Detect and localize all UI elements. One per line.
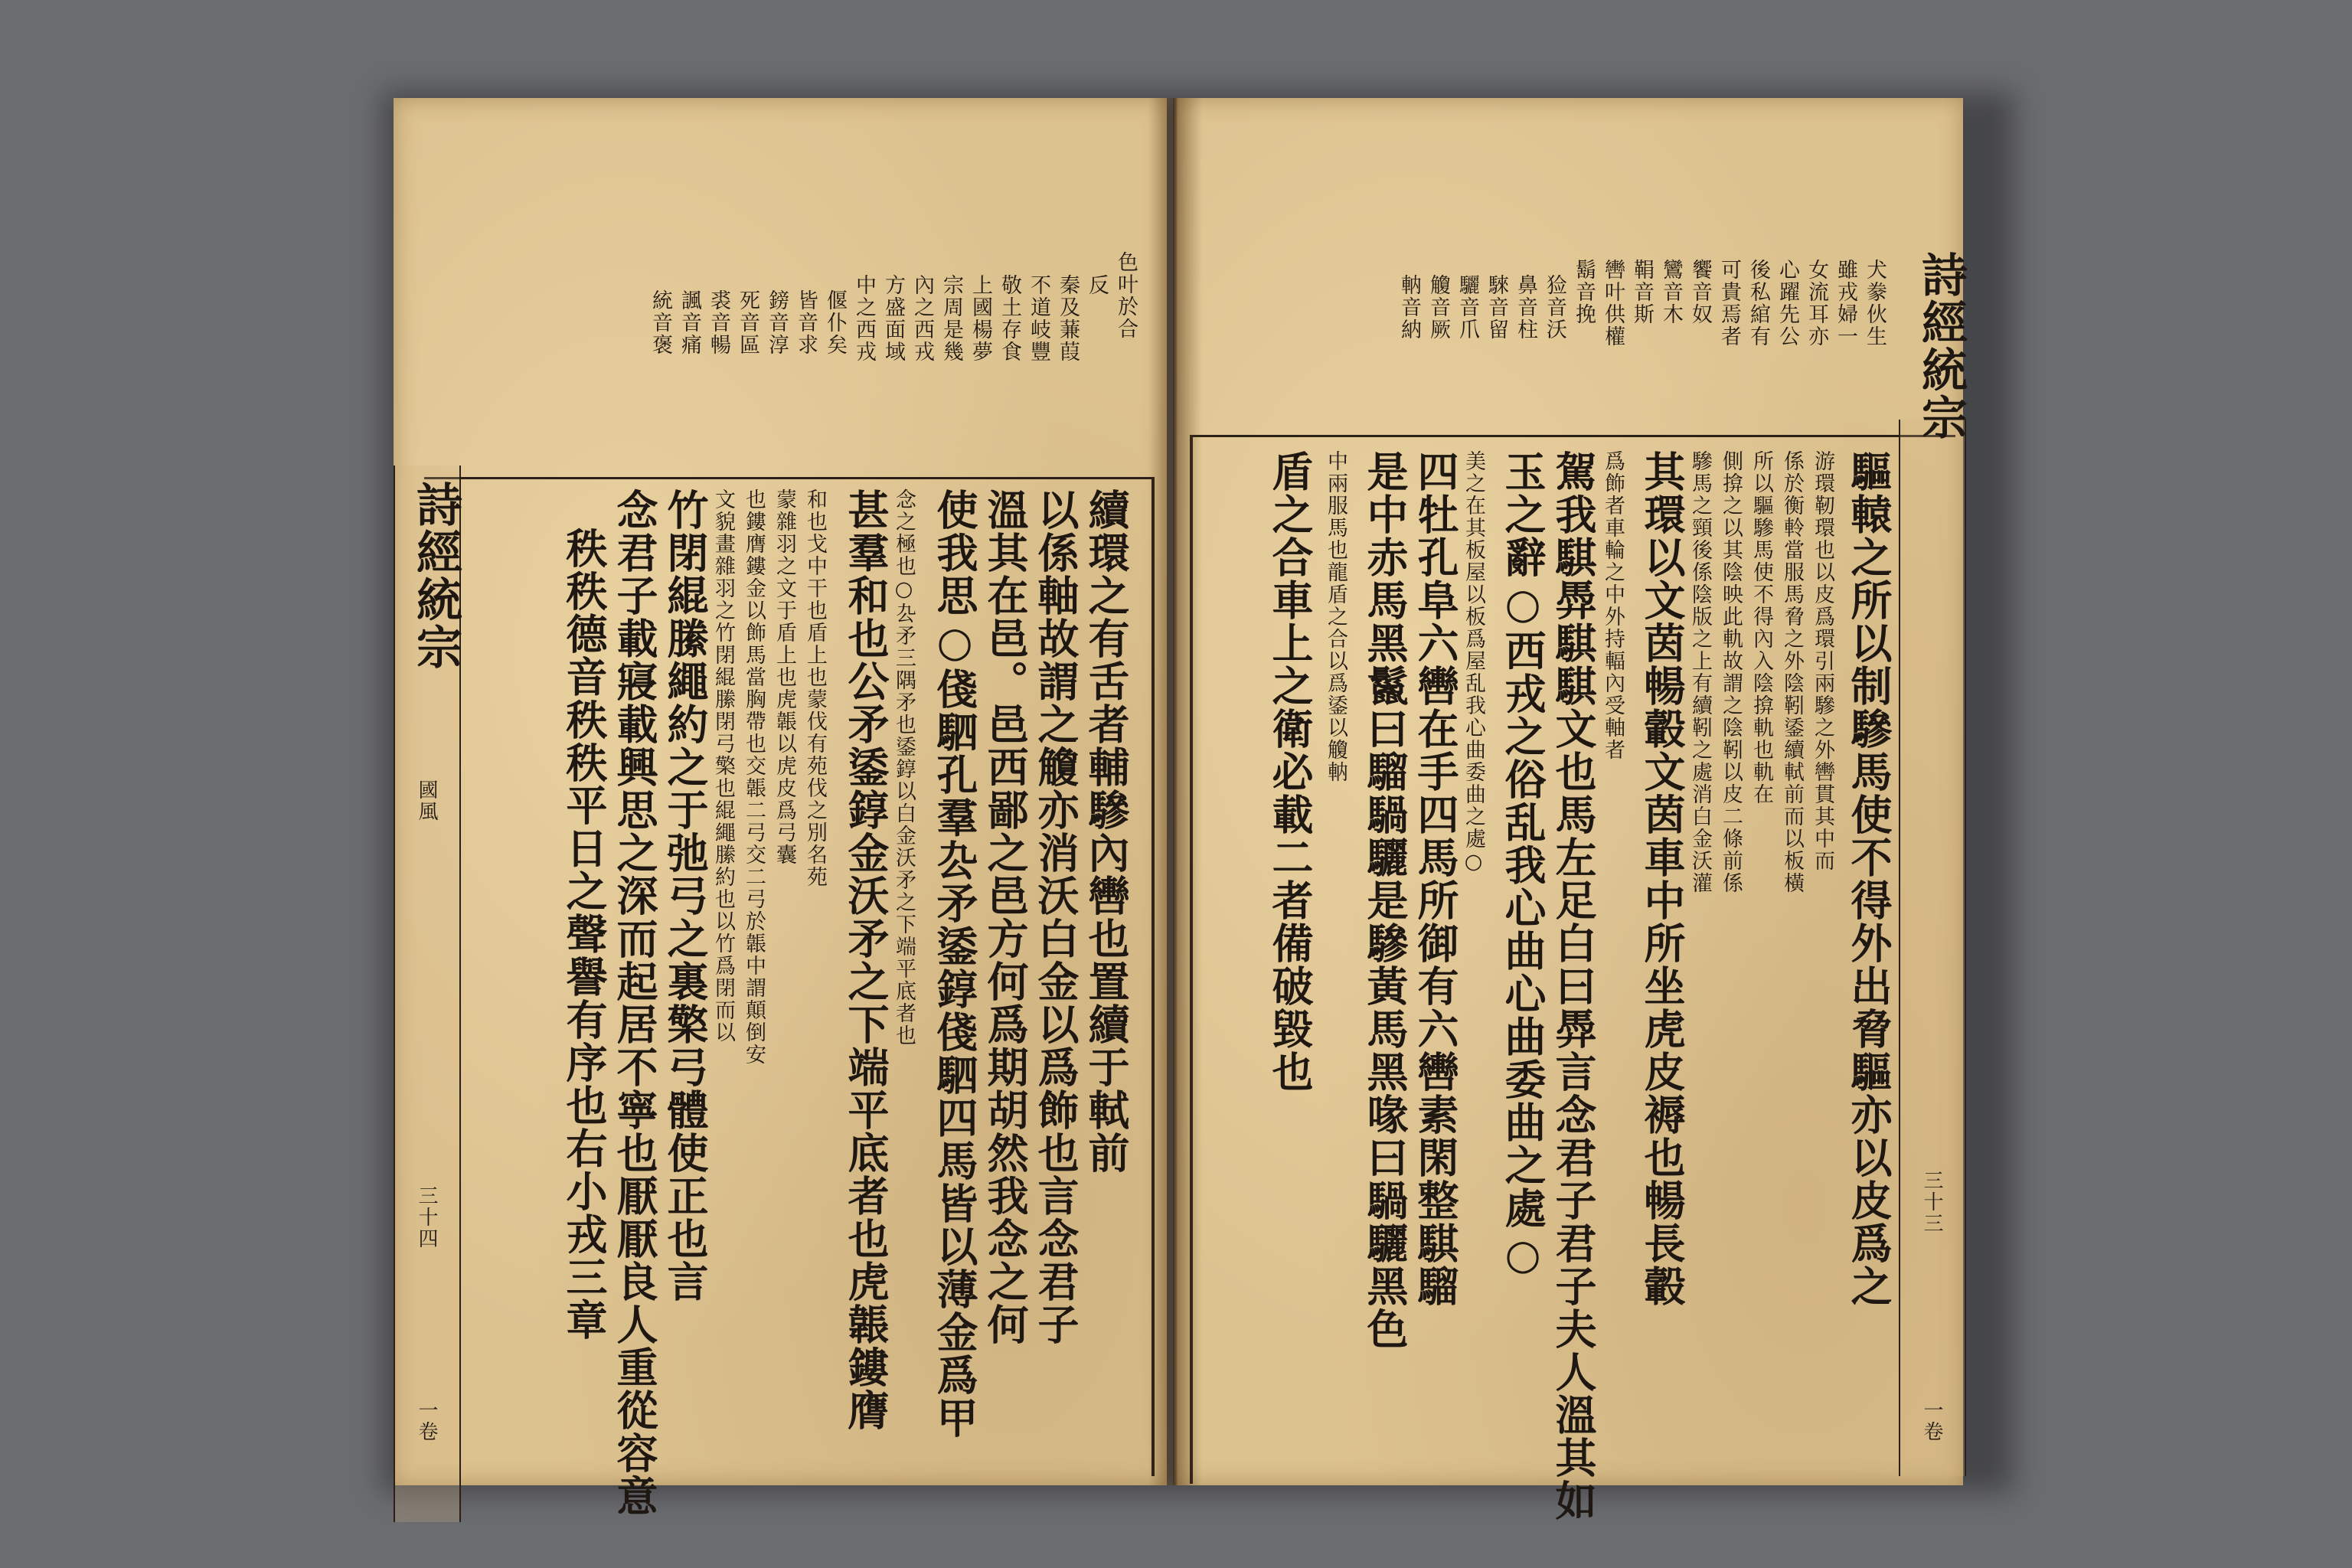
text-column: 溫其在邑。邑西鄙之邑方何爲期胡然我念之何 bbox=[981, 488, 1030, 1346]
note: 騋音留 bbox=[1485, 274, 1508, 341]
note: 不道岐豐 bbox=[1027, 274, 1050, 363]
note: 色叶於合 bbox=[1114, 251, 1138, 340]
note: 偃仆矣 bbox=[823, 289, 847, 356]
note: 內之西戎 bbox=[910, 274, 934, 363]
text-column: 以係軸故謂之觼亦消沃白金以爲飾也言念君子 bbox=[1031, 488, 1080, 1346]
book-title: 詩經統宗 bbox=[409, 481, 462, 671]
note: 鸞音木 bbox=[1659, 259, 1683, 325]
note: 方盛面域 bbox=[881, 274, 905, 363]
text-column: 游環靭環也以皮爲環引兩驂之外轡貫其中而 bbox=[1811, 450, 1834, 872]
note: 反 bbox=[1085, 274, 1109, 296]
note: 秦及蒹葭 bbox=[1056, 274, 1080, 363]
volume-label: 一卷 bbox=[415, 1400, 438, 1442]
left-page bbox=[394, 98, 1167, 1517]
text-column: 其環以文茵暢轂文茵車中所坐虎皮褥也暢長轂 bbox=[1638, 450, 1687, 1308]
text-column: 係於衡軨當服馬脅之外陰靷鋈續軾前而以板橫 bbox=[1780, 450, 1804, 894]
text-column: 續環之有舌者輔驂內轡也置續于軾前 bbox=[1082, 488, 1131, 1174]
text-column: 甚羣和也公矛鋈錞金沃矛之下端平底者也虎韔鏤膺 bbox=[841, 488, 890, 1432]
right-frame-line bbox=[1190, 435, 1955, 437]
note: 可貴焉者 bbox=[1717, 259, 1741, 348]
text-column: 驂馬之頸後係陰版之上有續靷之處消白金沃灌 bbox=[1688, 450, 1712, 894]
text-column: 秩秩德音秩秩平日之聲譽有序也右小戎三章 bbox=[560, 527, 609, 1341]
right-center-column bbox=[1899, 420, 1966, 1476]
text-column: 美之在其板屋以板爲屋乱我心曲委曲之處○ bbox=[1462, 450, 1485, 875]
note: 上國楊夢 bbox=[969, 274, 992, 363]
note: 宗周是幾 bbox=[939, 274, 963, 363]
text-column: 駕我騏馵騏騏文也馬左足白曰馵言念君子君子夫人溫其如 bbox=[1549, 450, 1598, 1522]
note: 後私綰有 bbox=[1746, 259, 1770, 348]
text-column: 念君子載寢載興思之深而起居不寧也厭厭良人重從容意 bbox=[610, 488, 659, 1517]
note: 猃音沃 bbox=[1543, 274, 1566, 341]
note: 鬍音挽 bbox=[1572, 259, 1596, 325]
note: 中之西戎 bbox=[852, 274, 876, 363]
note: 驪音爪 bbox=[1455, 274, 1479, 341]
text-column: 盾之合車上之衛必載二者備破毀也 bbox=[1266, 450, 1315, 1093]
text-column: 四牡孔阜六轡在手四馬所御有六轡素閑整騏騮 bbox=[1411, 450, 1460, 1308]
text-column: 和也戈中干也盾上也蒙伐有苑伐之別名苑 bbox=[803, 488, 827, 888]
note: 雖戎婦一 bbox=[1834, 259, 1857, 348]
note: 心躍先公 bbox=[1775, 259, 1799, 348]
note: 諷音痛 bbox=[678, 289, 701, 356]
text-column: 是中赤馬黑鬣曰騮騧驪是驂黃馬黑喙曰騧驪黑色 bbox=[1361, 450, 1410, 1351]
volume-label: 一卷 bbox=[1920, 1400, 1943, 1442]
note: 鞙音斯 bbox=[1630, 259, 1654, 325]
note: 鼻音柱 bbox=[1514, 274, 1537, 341]
section-label: 國風 bbox=[415, 779, 438, 822]
text-column: 也鏤膺鏤金以飾馬當胸帶也交韔二弓交二弓於韔中謂顛倒安 bbox=[742, 488, 766, 1066]
note: 犬豢伙生 bbox=[1863, 259, 1886, 348]
right-page bbox=[1174, 98, 1968, 1522]
page-number: 三十三 bbox=[1920, 1170, 1943, 1234]
page-number: 三十四 bbox=[415, 1185, 438, 1250]
text-column: 念之極也○厹矛三隅矛也鋈錞以白金沃矛之下端平底者也 bbox=[892, 488, 916, 1047]
text-column: 驅轅之所以制驂馬使不得外出脅驅亦以皮爲之 bbox=[1844, 450, 1893, 1308]
note: 統音褒 bbox=[648, 289, 672, 356]
note: 女流耳亦 bbox=[1805, 259, 1828, 348]
note: 敬土存食 bbox=[998, 274, 1021, 363]
text-column: 爲飾者車輪之中外持輻內受軸者 bbox=[1601, 450, 1625, 761]
text-column: 使我思○俴駟孔羣厹矛鋈錞俴駟四馬皆以薄金爲甲 bbox=[930, 488, 979, 1439]
note: 裘音暢 bbox=[707, 289, 730, 356]
note: 觼音厥 bbox=[1426, 274, 1450, 341]
text-column: 蒙雜羽之文于盾上也虎韔以虎皮爲弓囊 bbox=[773, 488, 796, 866]
note: 轡叶供權 bbox=[1601, 259, 1625, 348]
note: 皆音求 bbox=[794, 289, 818, 356]
book-title: 詩經統宗 bbox=[1914, 251, 1968, 441]
note: 饗音奴 bbox=[1688, 259, 1712, 325]
note: 死音區 bbox=[736, 289, 760, 356]
note: 鎊音淳 bbox=[765, 289, 789, 356]
text-column: 竹閉緄縢繩約之于弛弓之裏檠弓體使正也言 bbox=[661, 488, 710, 1303]
text-column: 玉之辭○西戎之俗乱我心曲心曲委曲之處○ bbox=[1498, 450, 1547, 1280]
text-column: 所以驅驂馬使不得內入陰揜軌也軌在 bbox=[1749, 450, 1773, 805]
text-column: 文貌畫雜羽之竹閉緄縢閉弓檠也緄繩縢約也以竹爲閉而以 bbox=[711, 488, 735, 1044]
text-column: 側揜之以其陰映此軌故謂之陰靷以皮二條前係 bbox=[1719, 450, 1743, 894]
left-frame-line bbox=[424, 477, 1152, 479]
text-column: 中兩服馬也龍盾之合以爲鋈以觼軜 bbox=[1324, 450, 1348, 783]
book-gutter bbox=[1148, 98, 1202, 1485]
note: 軜音納 bbox=[1397, 274, 1421, 341]
